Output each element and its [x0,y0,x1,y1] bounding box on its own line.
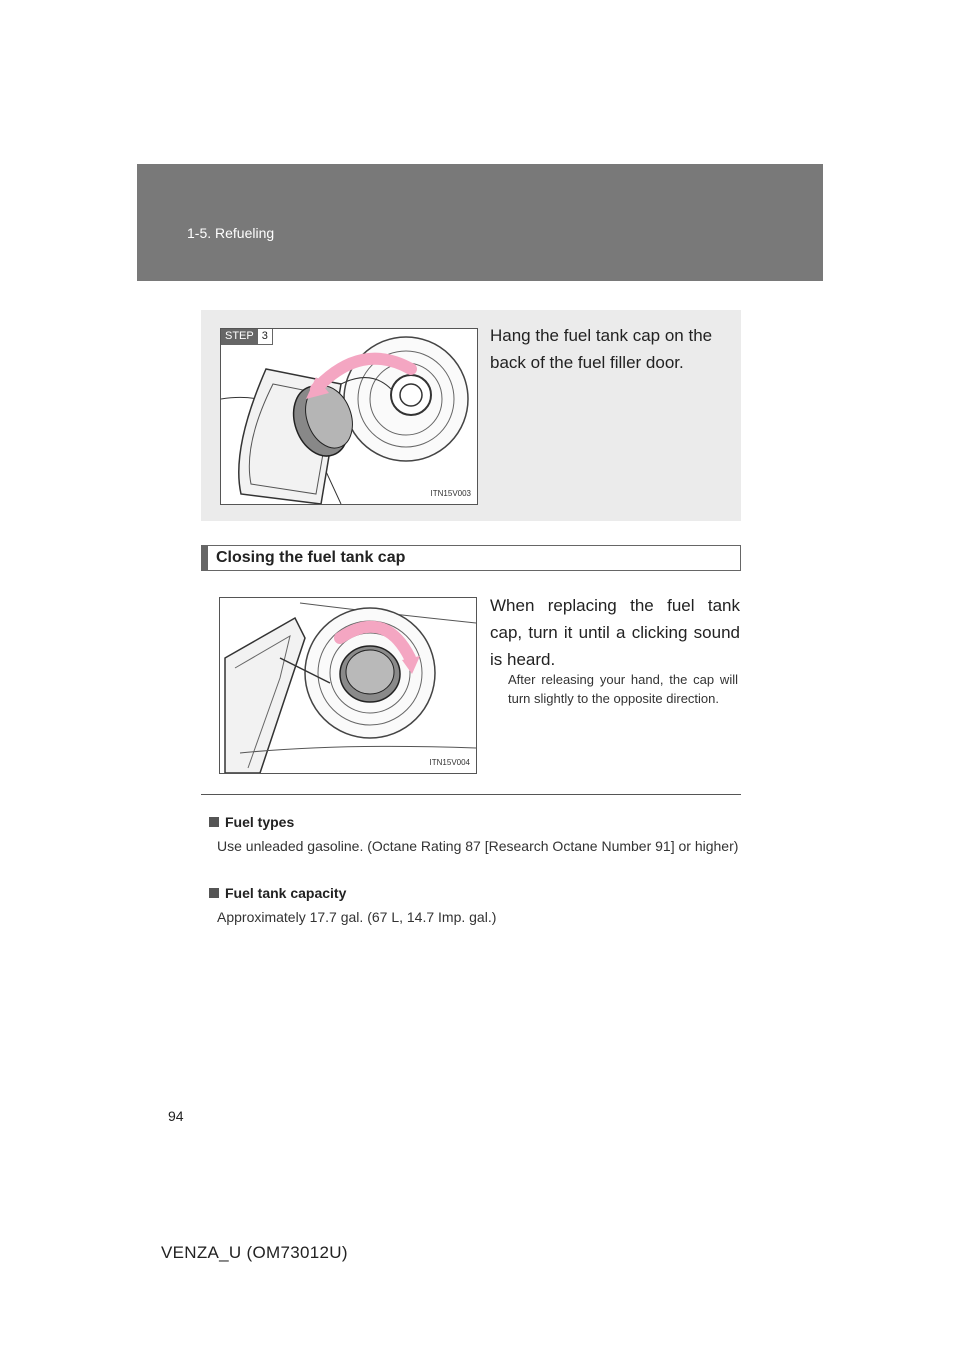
fuel-cap-drawing [220,598,476,773]
closing-note: After releasing your hand, the cap will turn slightly to the opposite direction. [508,672,738,706]
info-body: Approximately 17.7 gal. (67 L, 14.7 Imp. gal.) [217,909,497,925]
page-number: 94 [168,1108,184,1124]
step-badge-word: STEP [221,329,258,345]
info-title-text: Fuel tank capacity [225,885,347,901]
footer-model-code: VENZA_U (OM73012U) [161,1243,348,1262]
closing-instruction: When replacing the fuel tank cap, turn it until a clicking sound is heard. [490,596,740,669]
fuel-door-drawing [221,329,477,504]
info-fuel-tank-capacity [209,885,739,928]
info-title [209,885,739,901]
figure-code: ITN15V004 [429,758,470,767]
square-bullet-icon [209,817,219,827]
section-divider [201,794,741,795]
info-title-text: Fuel types [225,814,295,830]
header-band [137,164,823,281]
heading-bar [202,546,208,570]
info-title [209,814,739,830]
square-bullet-icon [209,888,219,898]
closing-heading [201,545,741,571]
fuel-cap-hang-illustration [220,328,478,505]
info-body: Use unleaded gasoline. (Octane Rating 87 [Research Octane Number 91] or higher) [217,838,739,854]
info-fuel-types [209,814,739,857]
step-panel [201,310,741,521]
step-instruction: Hang the fuel tank cap on the back of the fuel filler door. [490,326,713,372]
fuel-cap-close-illustration [219,597,477,774]
figure-code: ITN15V003 [430,489,471,498]
closing-heading-label: Closing the fuel tank cap [216,549,406,566]
section-title: 1-5. Refueling [187,225,275,241]
step-badge-number: 3 [258,329,273,345]
